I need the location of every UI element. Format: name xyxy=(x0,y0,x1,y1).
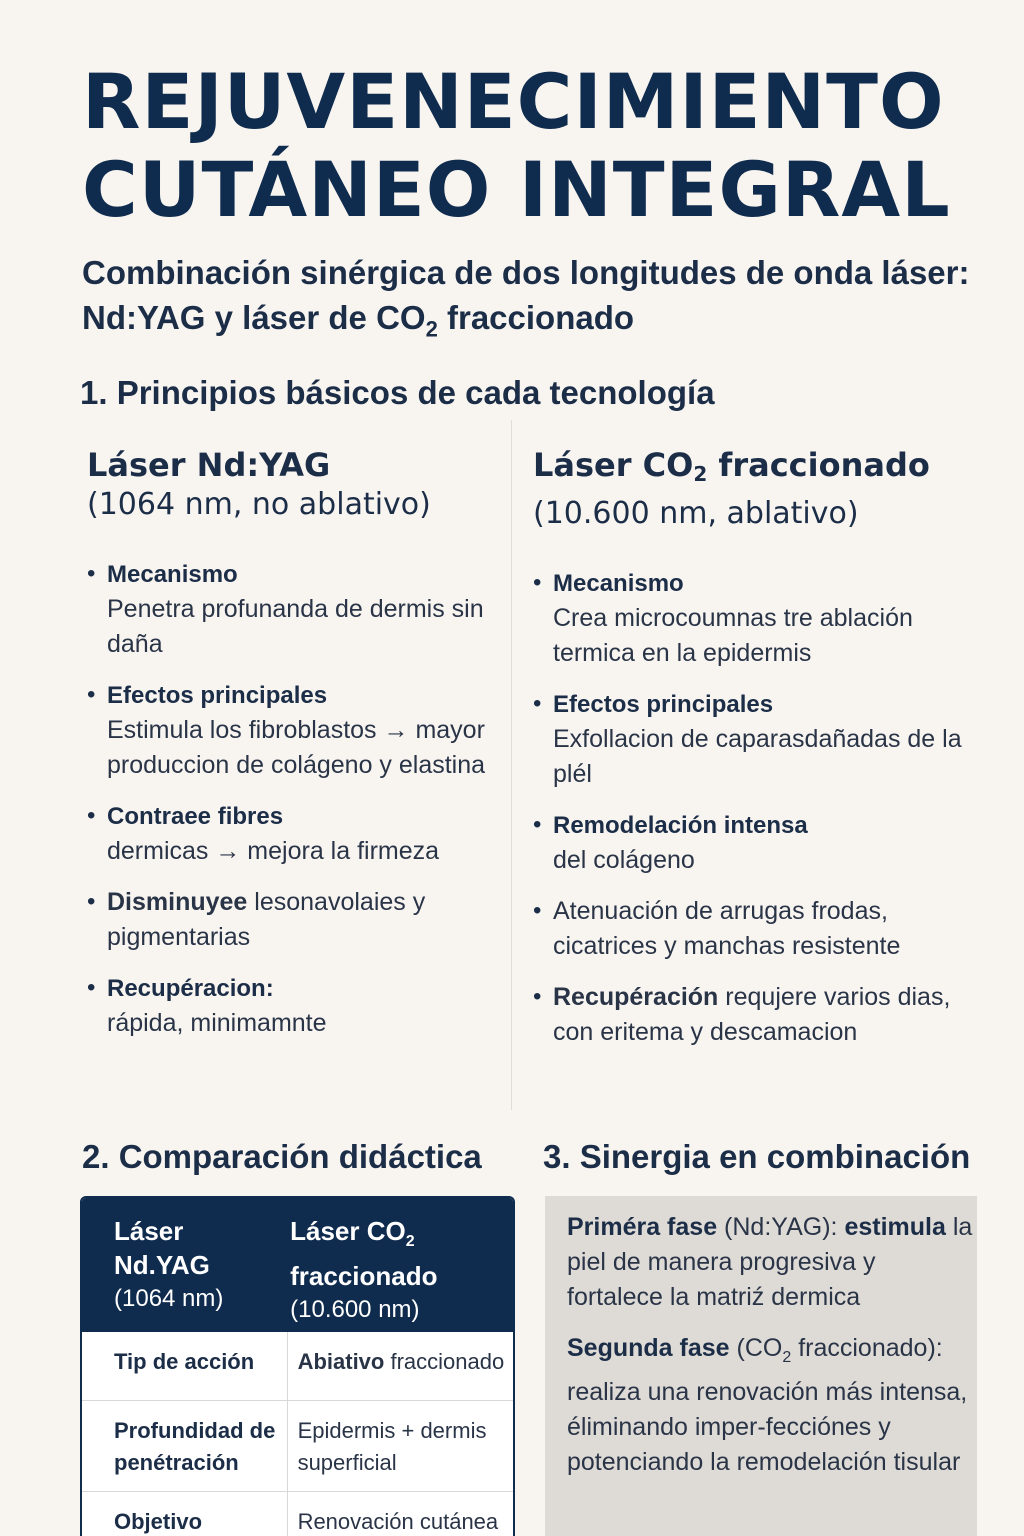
synergy-phase-2-laser-a: (CO xyxy=(729,1334,783,1362)
page-title: REJUVENECIMIENTO CUTÁNEO INTEGRAL xyxy=(82,57,951,234)
section-heading-principles: 1. Principios básicos de cada tecnología xyxy=(80,374,715,411)
bullet-list-ndyag xyxy=(87,557,527,1041)
table-cell-label: Tip de acción xyxy=(82,1332,288,1400)
table-cell-value-strong: Abiativo xyxy=(297,1349,385,1374)
synergy-phase-2 xyxy=(567,1331,977,1480)
list-item xyxy=(533,980,993,1050)
list-item xyxy=(533,894,993,964)
synergy-box xyxy=(545,1196,977,1536)
table-row xyxy=(82,1492,513,1536)
column-title-co2 xyxy=(533,445,993,534)
bullet-heading: • Efectos principales xyxy=(107,682,328,709)
table-header xyxy=(82,1198,513,1332)
column-co2 xyxy=(533,445,993,1066)
table-row xyxy=(82,1401,513,1492)
table-header-ndyag-title: Láser Nd.YAG xyxy=(114,1216,210,1280)
bullet-body: dermicas → mejora la firmeza xyxy=(107,837,440,865)
table-header-co2-title-b: fraccionado xyxy=(290,1261,438,1292)
bullet-body: Crea microcoumnas tre ablación termica en la epidermis xyxy=(553,604,913,667)
bullet-heading: Recupéración xyxy=(553,983,719,1011)
synergy-phase-2-laser-b: fraccionado): xyxy=(791,1334,943,1362)
bullet-body: lesonavolaies y pigmentarias xyxy=(107,888,426,951)
table-header-co2 xyxy=(286,1214,513,1332)
list-item xyxy=(87,799,527,869)
synergy-phase-1 xyxy=(567,1210,977,1315)
table-header-co2-subscript: 2 xyxy=(405,1233,415,1251)
bullet-body: rápida, minimamnte xyxy=(107,1009,327,1037)
subtitle-text-part1: Combinación sinérgica de dos longitudes de onda láser: Nd:YAG y láser de CO xyxy=(82,254,970,336)
list-item xyxy=(87,885,527,955)
column-title-ndyag xyxy=(87,445,527,525)
bullet-heading: • Recupéracion: xyxy=(107,975,274,1002)
section-heading-comparison: 2. Comparación didáctica xyxy=(82,1138,482,1175)
column-ndyag xyxy=(87,445,527,1057)
bullet-body: Exfollacion de caparasdañadas de la plél xyxy=(553,725,962,788)
list-item xyxy=(533,808,993,878)
comparison-table xyxy=(80,1196,515,1536)
synergy-phase-1-label: Priméra fase xyxy=(567,1213,718,1241)
column-title-co2-line1b: fraccionado xyxy=(707,446,930,484)
list-item xyxy=(533,566,993,671)
column-title-co2-subscript: 2 xyxy=(693,462,708,486)
table-cell-value xyxy=(288,1332,513,1400)
list-item xyxy=(87,678,527,783)
bullet-heading: Disminuyee xyxy=(107,888,248,916)
subtitle-subscript: 2 xyxy=(425,316,438,342)
bullet-heading: • Efectos principales xyxy=(553,691,774,718)
synergy-phase-1-body: la piel de manera progresiva y fortalece la matriź dermica xyxy=(567,1213,973,1311)
table-header-ndyag-wavelength: (1064 nm) xyxy=(114,1285,224,1312)
synergy-phase-1-laser: (Nd:YAG): xyxy=(717,1213,845,1241)
subtitle-text-part2: fraccionado xyxy=(437,299,635,336)
column-title-ndyag-line2: (1064 nm, no ablativo) xyxy=(87,487,431,522)
table-cell-label: Objetivo xyxy=(82,1492,288,1536)
table-row xyxy=(82,1332,513,1401)
bullet-body: requjere varios dias, con eritema y descamacion xyxy=(553,983,951,1046)
table-cell-label: Profundidad de penétración xyxy=(82,1401,288,1491)
column-title-co2-line2: (10.600 nm, ablativo) xyxy=(533,496,859,531)
column-title-co2-line1a: Láser CO xyxy=(533,446,694,484)
section-heading-synergy: 3. Sinergia en combinación xyxy=(543,1138,971,1175)
page-subtitle xyxy=(82,250,982,352)
synergy-phase-2-subscript: 2 xyxy=(782,1349,792,1366)
synergy-phase-2-body: realiza una renovación más intensa, éliminando imper-fecciónes y potenciando la remodelación tisular xyxy=(567,1378,968,1476)
list-item xyxy=(533,687,993,792)
synergy-phase-1-verb: estimula xyxy=(844,1213,946,1241)
bullet-body: • Atenuación de arrugas frodas, cicatrices y manchas resistente xyxy=(553,897,901,960)
list-item xyxy=(87,557,527,662)
bullet-body: del colágeno xyxy=(553,846,695,874)
column-title-ndyag-line1: Láser Nd:YAG xyxy=(87,446,331,484)
table-cell-value: Epidermis + dermis superficial xyxy=(297,1418,487,1475)
bullet-heading: • Remodelación intensa xyxy=(553,812,808,839)
table-header-co2-title xyxy=(290,1214,513,1293)
bullet-heading: • Contraee fibres xyxy=(107,803,284,830)
synergy-phase-2-label: Segunda fase xyxy=(567,1334,730,1362)
bullet-body: Penetra profunanda de dermis sin daña xyxy=(107,595,484,658)
list-item xyxy=(87,971,527,1041)
table-header-ndyag xyxy=(82,1214,286,1332)
bullet-list-co2 xyxy=(533,566,993,1050)
bullet-heading: • Mecanismo xyxy=(553,570,684,597)
bullet-heading: • Mecanismo xyxy=(107,561,238,588)
table-header-co2-title-a: Láser CO xyxy=(290,1216,406,1246)
table-cell-value: Renovación cutánea xyxy=(297,1509,499,1534)
table-header-co2-wavelength: (10.600 nm) xyxy=(290,1296,420,1324)
bullet-body: Estimula los fibroblastos → mayor produccion de colágeno y elastina xyxy=(107,716,486,779)
table-cell-value-text: fraccionado xyxy=(384,1349,505,1374)
